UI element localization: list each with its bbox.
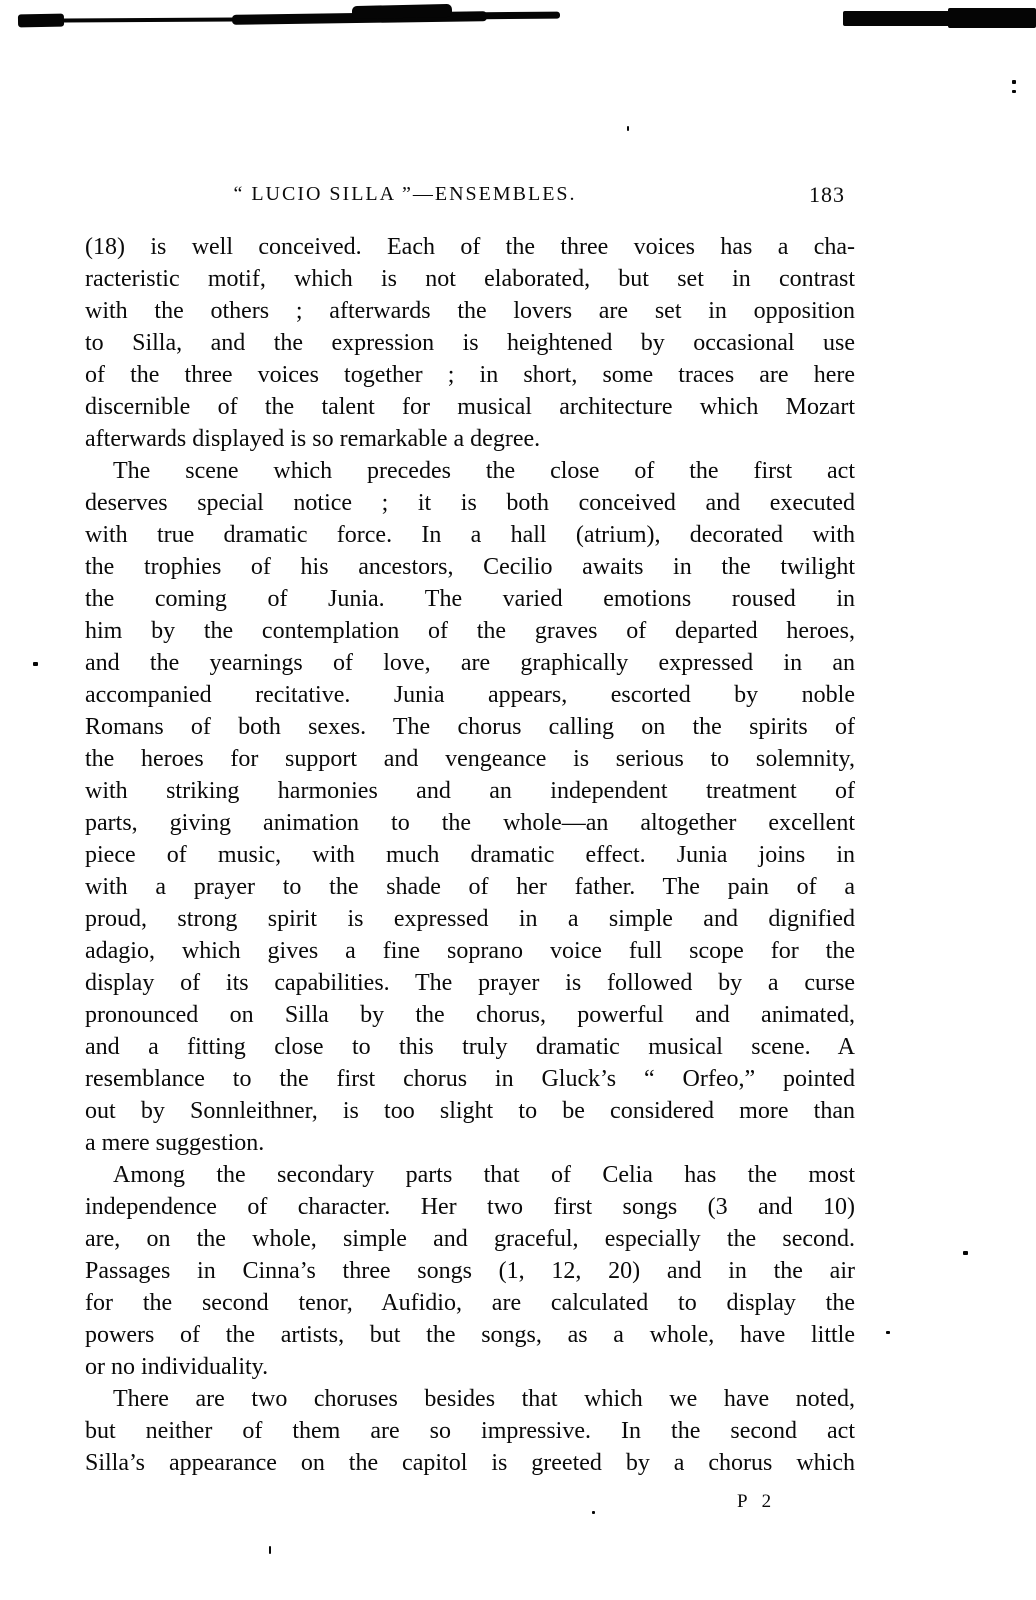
paragraph: [85, 1383, 855, 1479]
text-line: the trophies of his ancestors, Cecilio awaits in the twilight: [85, 554, 855, 580]
page-header: [85, 183, 855, 215]
scan-smudge-top-left: [62, 18, 237, 23]
ink-speck: [627, 126, 629, 131]
text-line: for the second tenor, Aufidio, are calculated to display the: [85, 1290, 855, 1316]
text-line: independence of character. Her two first songs (3 and 10): [85, 1194, 855, 1220]
text-line: There are two choruses besides that which we have noted,: [113, 1386, 855, 1412]
text-line: parts, giving animation to the whole—an altogether excellent: [85, 810, 855, 836]
scan-smudge-top-left: [468, 12, 560, 20]
text-line: but neither of them are so impressive. In the second act: [85, 1418, 855, 1444]
text-line: with a prayer to the shade of her father. The pain of a: [85, 874, 855, 900]
text-line: with striking harmonies and an independent treatment of: [85, 778, 855, 804]
text-line: of the three voices together ; in short, some traces are here: [85, 362, 855, 388]
body-text: [85, 231, 855, 1479]
text-line: Romans of both sexes. The chorus calling on the spirits of: [85, 714, 855, 740]
ink-speck-right-margin-lower: [886, 1331, 890, 1334]
running-title: “ LUCIO SILLA ”—ENSEMBLES.: [233, 183, 577, 205]
ink-speck-colon-right-edge: [1012, 80, 1016, 84]
text-line: out by Sonnleithner, is too slight to be considered more than: [85, 1098, 855, 1124]
ink-speck-bottom-tick: [269, 1546, 271, 1554]
text-line: afterwards displayed is so remarkable a degree.: [85, 426, 541, 452]
text-line: and the yearnings of love, are graphically expressed in an: [85, 650, 855, 676]
text-line: pronounced on Silla by the chorus, powerful and animated,: [85, 1002, 855, 1028]
text-line: discernible of the talent for musical architecture which Mozart: [85, 394, 855, 420]
text-line: to Silla, and the expression is heightened by occasional use: [85, 330, 855, 356]
paragraph: [85, 455, 855, 1159]
text-line: or no individuality.: [85, 1354, 269, 1380]
scan-smudge-top-left: [18, 14, 64, 28]
text-line: deserves special notice ; it is both conceived and executed: [85, 490, 855, 516]
text-line: with true dramatic force. In a hall (atrium), decorated with: [85, 522, 855, 548]
text-line: him by the contemplation of the graves of departed heroes,: [85, 618, 855, 644]
text-line: racteristic motif, which is not elaborated, but set in contrast: [85, 266, 855, 292]
text-line: the coming of Junia. The varied emotions roused in: [85, 586, 855, 612]
page-number: 183: [809, 182, 845, 207]
paragraph: [85, 1159, 855, 1383]
text-line: adagio, which gives a fine soprano voice full scope for the: [85, 938, 855, 964]
scan-bar-top-right: [948, 8, 1036, 28]
text-line: (18) is well conceived. Each of the three voices has a cha-: [85, 234, 855, 260]
text-line: Passages in Cinna’s three songs (1, 12, 20) and in the air: [85, 1258, 855, 1284]
text-line: with the others ; afterwards the lovers are set in opposition: [85, 298, 855, 324]
paragraph: [85, 231, 855, 455]
text-line: Silla’s appearance on the capitol is greeted by a chorus which: [85, 1450, 855, 1476]
text-line: accompanied recitative. Junia appears, escorted by noble: [85, 682, 855, 708]
scan-smudge-top-left: [352, 4, 452, 19]
text-line: the heroes for support and vengeance is serious to solemnity,: [85, 746, 855, 772]
text-line: resemblance to the first chorus in Gluck’s “ Orfeo,” pointed: [85, 1066, 855, 1092]
ink-speck-right-margin-upper: [963, 1251, 968, 1255]
text-line: proud, strong spirit is expressed in a simple and dignified: [85, 906, 855, 932]
text-line: and a fitting close to this truly dramatic musical scene. A: [85, 1034, 855, 1060]
text-line: piece of music, with much dramatic effect. Junia joins in: [85, 842, 855, 868]
text-line: a mere suggestion.: [85, 1130, 265, 1156]
text-line: powers of the artists, but the songs, as a whole, have little: [85, 1322, 855, 1348]
text-line: The scene which precedes the close of the first act: [113, 458, 855, 484]
ink-speck-colon-right-edge: [1012, 90, 1016, 93]
ink-speck-left-margin: [33, 662, 38, 666]
text-line: display of its capabilities. The prayer is followed by a curse: [85, 970, 855, 996]
ink-speck-below-signature: [592, 1511, 595, 1514]
text-line: are, on the whole, simple and graceful, especially the second.: [85, 1226, 855, 1252]
text-line: Among the secondary parts that of Celia has the most: [113, 1162, 855, 1188]
printer-signature: P 2: [737, 1491, 777, 1512]
